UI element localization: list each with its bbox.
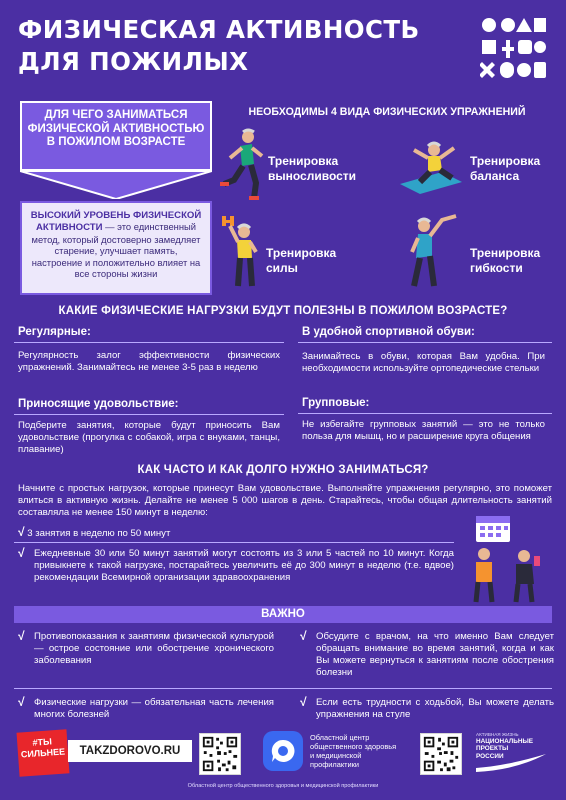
exercise-types-heading: НЕОБХОДИМЫ 4 ВИДА ФИЗИЧЕСКИХ УПРАЖНЕНИЙ [248,106,526,118]
frequency-item-2-text: Ежедневные 30 или 50 минут занятий могут состоять из 3 или 5 частей по 10 минут. Когда привыкнете к такой нагрузке, постарайтесь увеличить её до 300 минут в неделю (т.е. вдвое) рекомендации Всемирной организации здравоохранения [34,548,454,583]
checkmark-icon: √ [300,695,307,709]
important-item-4-text: Если есть трудности с ходьбой, Вы можете делать упражнения на стуле [316,697,554,720]
useful-loads-heading: КАКИЕ ФИЗИЧЕСКИЕ НАГРУЗКИ БУДУТ ПОЛЕЗНЫ В ПОЖИЛОМ ВОЗРАСТЕ? [58,305,508,317]
flexibility-illustration [404,206,464,292]
divider [298,413,552,414]
checkmark-icon: √ [18,695,25,709]
question-box [20,101,212,171]
runner-illustration [218,128,268,203]
national-small-text: АКТИВНАЯ ЖИЗНЬ [476,732,519,737]
workout-calendar-illustration [462,512,554,604]
checkmark-icon: √ [18,546,25,560]
important-item-1 [18,631,274,667]
balance-illustration [398,134,464,196]
title-line-2: ДЛЯ ПОЖИЛЫХ [18,47,249,76]
shoes-title: В удобной спортивной обуви: [302,326,475,338]
pleasure-title: Приносящие удовольствие: [18,398,179,410]
campaign-badge [17,729,70,776]
type-strength-line2: силы [266,261,298,275]
type-endurance [268,154,356,184]
type-endurance-line2: выносливости [268,169,357,183]
national-projects-text: НАЦИОНАЛЬНЫЕ ПРОЕКТЫ РОССИИ [476,738,533,760]
frequency-item-2 [18,548,454,584]
center-name: Областной центр общественного здоровья и медицинской профилактики [310,733,397,769]
regular-title: Регулярные: [18,326,91,338]
question-text: ДЛЯ ЧЕГО ЗАНИМАТЬСЯ ФИЗИЧЕСКОЙ АКТИВНОСТЬЮ В ПОЖИЛОМ ВОЗРАСТЕ [27,109,205,148]
type-balance-line2: баланса [470,169,520,183]
qr-code-icon [420,733,462,775]
frequency-heading: КАК ЧАСТО И КАК ДОЛГО НУЖНО ЗАНИМАТЬСЯ? [137,464,429,476]
divider [14,342,284,343]
type-endurance-line1: Тренировка [268,154,339,168]
frequency-item-1-text: 3 занятия в неделю по 50 минут [27,528,171,539]
regular-text: Регулярность залог эффективности физических упражнений. Занимайтесь не менее 3-5 раз в неделю [18,350,280,373]
type-strength-line1: Тренировка [266,246,337,260]
type-balance-line1: Тренировка [470,154,541,168]
divider [298,342,552,343]
checkmark-icon: √ [18,525,25,539]
divider [14,542,454,543]
strength-illustration [220,212,266,292]
important-item-2-text: Обсудите с врачом, на что именно Вам следует обращать внимание во время занятий, когда и как Вы можете вернуться к занятиям после обострения болезни [316,631,554,678]
arrow-down-shape [20,171,212,199]
qr-code-icon [199,733,241,775]
shoes-text: Занимайтесь в обуви, которая Вам удобна. При необходимости используйте ортопедические стельки [302,351,545,374]
important-item-3 [18,697,274,721]
national-projects-logo [476,732,552,772]
important-item-3-text: Физические нагрузки — обязательная часть лечения многих болезней [34,697,274,720]
answer-bold: ВЫСОКИЙ УРОВЕНЬ ФИЗИЧЕСКОЙ АКТИВНОСТИ [30,210,202,234]
important-item-4 [300,697,554,721]
important-item-1-text: Противопоказания к занятиям физической культурой — острое состояние или обострение хронического заболевания [34,631,274,666]
type-flexibility-line1: Тренировка [470,246,541,260]
pleasure-text: Подберите занятия, которые будут приносить Вам удовольствие (прогулка с собакой, игра с внуками, танцы, плавание) [18,420,280,455]
answer-text: — это единственный метод, который достоверно замедляет старение, улучшает память, настроение и положительно влияет на все стороны жизни [31,221,201,280]
checkmark-icon: √ [18,629,25,643]
frequency-item-1 [18,526,278,540]
title-line-1: ФИЗИЧЕСКАЯ АКТИВНОСТЬ [18,15,420,44]
page-title [18,14,448,78]
site-link[interactable]: TAKZDOROVO.RU [68,740,192,762]
type-balance [470,154,540,184]
important-item-2 [300,631,554,679]
type-flexibility [470,246,540,276]
checkmark-icon: √ [300,629,307,643]
answer-box [20,201,212,295]
app-logo [263,731,303,771]
frequency-intro: Начните с простых нагрузок, которые принесут Вам удовольствие. Выполняйте упражнения регулярно, это поможет влиться в активную жизнь. Делайте не менее 5 000 шагов в день. Старайтесь, чтобы общая длительность занятий составляла не менее 150 минут в неделю: [18,483,552,518]
campaign-badge-text: #ТЫ СИЛЬНЕЕ [20,736,66,760]
chat-bubble-icon [263,731,303,771]
fine-print: Областной центр общественного здоровья и медицинской профилактики [187,783,379,789]
swoosh-icon [476,754,552,772]
brand-shapes-logo [480,16,548,80]
divider [14,688,552,689]
divider [14,414,284,415]
important-heading: ВАЖНО [14,606,552,623]
type-flexibility-line2: гибкости [470,261,523,275]
type-strength [266,246,336,276]
group-title: Групповые: [302,397,370,409]
group-text: Не избегайте групповых занятий — это не только польза для мышц, но и расширение круга общения [302,419,545,442]
